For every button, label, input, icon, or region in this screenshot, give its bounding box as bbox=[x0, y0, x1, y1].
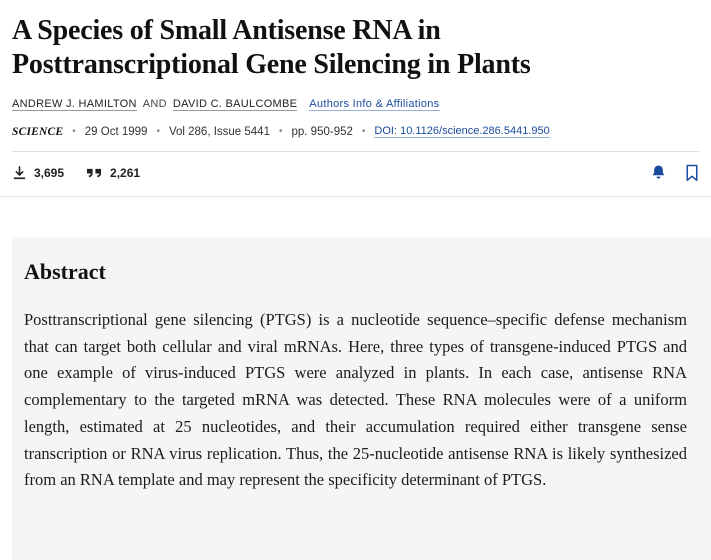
metrics-bar bbox=[0, 152, 711, 197]
abstract-text: Posttranscriptional gene silencing (PTGS) is a nucleotide sequence–specific defense mechanism that can target both cellular and viral mRNAs. Here, three types of transgene-induced PTGS and one example of virus-induced PTGS were analyzed in plants. In each case, antisense RNA complementary to the targeted mRNA was detected. These RNA molecules were of a uniform length, estimated at 25 nucleotides, and their accumulation required either transgene sense transcription or RNA virus replication. Thus, the 25-nucleotide antisense RNA is likely synthesized from an RNA template and may represent the specificity determinant of PTGS. bbox=[24, 310, 687, 490]
separator-dot: • bbox=[156, 126, 160, 138]
doi-link[interactable]: DOI: 10.1126/science.286.5441.950 bbox=[374, 125, 550, 138]
download-icon bbox=[12, 166, 27, 181]
separator-dot: • bbox=[361, 126, 366, 138]
bell-icon bbox=[650, 164, 667, 182]
separator-dot: • bbox=[278, 126, 283, 138]
page-title: A Species of Small Antisense RNA in Posttranscriptional Gene Silencing in Plants bbox=[12, 15, 531, 81]
author-link-1[interactable]: ANDREW J. HAMILTON bbox=[12, 98, 137, 111]
quote-icon bbox=[86, 166, 103, 181]
bookmark-icon bbox=[685, 164, 699, 182]
publication-info bbox=[12, 125, 699, 152]
downloads-metric[interactable] bbox=[12, 166, 64, 181]
separator-dot: • bbox=[72, 126, 76, 138]
volume-issue: Vol 286, Issue 5441 bbox=[168, 125, 270, 138]
abstract-section bbox=[12, 237, 711, 560]
journal-name: SCIENCE bbox=[12, 125, 64, 138]
citations-count: 2,261 bbox=[110, 166, 141, 181]
article-header bbox=[0, 0, 711, 152]
alert-button[interactable] bbox=[650, 164, 667, 182]
downloads-count: 3,695 bbox=[34, 166, 65, 181]
citations-metric[interactable] bbox=[86, 166, 140, 181]
author-list bbox=[12, 98, 699, 111]
authors-info-affiliations-link[interactable]: Authors Info & Affiliations bbox=[309, 98, 440, 111]
author-conjunction: AND bbox=[142, 98, 167, 111]
publication-date: 29 Oct 1999 bbox=[84, 125, 148, 138]
abstract-heading: Abstract bbox=[24, 259, 106, 284]
page-range: pp. 950-952 bbox=[291, 125, 353, 138]
author-link-2[interactable]: DAVID C. BAULCOMBE bbox=[172, 98, 298, 111]
save-button[interactable] bbox=[685, 164, 699, 182]
